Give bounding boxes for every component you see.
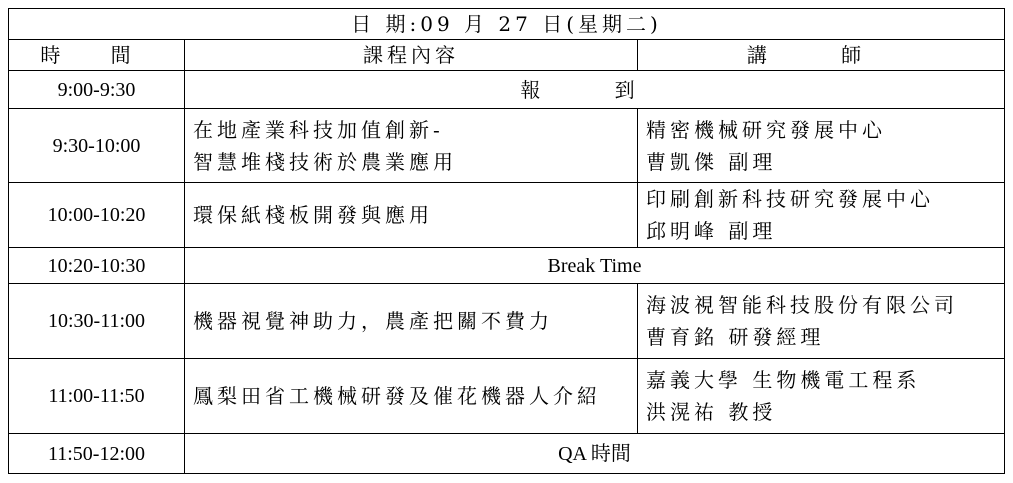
speaker-cell: [638, 109, 1005, 183]
content-line: 環保紙棧板開發與應用: [193, 203, 433, 227]
speaker-org: 印刷創新科技研究發展中心: [646, 187, 934, 211]
speaker-name: 曹育銘 研發經理: [646, 325, 825, 349]
table-row: [9, 284, 1005, 359]
speaker-org: 精密機械研究發展中心: [646, 117, 886, 142]
table-row: [9, 434, 1005, 474]
header-content: 課程內容: [185, 40, 638, 71]
header-time: 時 間: [9, 40, 185, 71]
break-cell: Break Time: [185, 248, 1005, 284]
table-row: [9, 183, 1005, 248]
content-cell: [185, 183, 638, 248]
speaker-cell: [638, 183, 1005, 248]
registration-cell: 報 到: [185, 71, 1005, 109]
date-header-row: [9, 9, 1005, 40]
speaker-name: 邱明峰 副理: [646, 219, 777, 243]
time-cell: 10:00-10:20: [9, 183, 185, 248]
content-cell: [185, 359, 638, 434]
time-cell: 11:00-11:50: [9, 359, 185, 434]
table-row: [9, 359, 1005, 434]
content-line: 在地產業科技加值創新-: [193, 117, 444, 142]
content-line: 機器視覺神助力，農產把關不費力: [193, 309, 553, 333]
agenda-table: [8, 8, 1005, 474]
time-cell: 9:30-10:00: [9, 109, 185, 183]
speaker-name: 曹凱傑 副理: [646, 149, 777, 174]
speaker-name: 洪滉祐 教授: [646, 400, 777, 424]
column-header-row: [9, 40, 1005, 71]
schedule-container: [8, 8, 1004, 474]
speaker-cell: [638, 359, 1005, 434]
time-cell: 11:50-12:00: [9, 434, 185, 474]
table-row: [9, 71, 1005, 109]
time-cell: 10:30-11:00: [9, 284, 185, 359]
content-line: 智慧堆棧技術於農業應用: [193, 149, 457, 174]
date-header: 日 期:09 月 27 日(星期二): [9, 9, 1005, 40]
header-speaker: 講 師: [638, 40, 1005, 71]
speaker-cell: [638, 284, 1005, 359]
speaker-org: 海波視智能科技股份有限公司: [646, 293, 958, 317]
time-cell: 9:00-9:30: [9, 71, 185, 109]
table-row: [9, 109, 1005, 183]
time-cell: 10:20-10:30: [9, 248, 185, 284]
content-line: 鳳梨田省工機械研發及催花機器人介紹: [193, 384, 601, 408]
table-row: [9, 248, 1005, 284]
content-cell: [185, 109, 638, 183]
qa-cell: QA 時間: [185, 434, 1005, 474]
content-cell: [185, 284, 638, 359]
speaker-org: 嘉義大學 生物機電工程系: [646, 368, 921, 392]
